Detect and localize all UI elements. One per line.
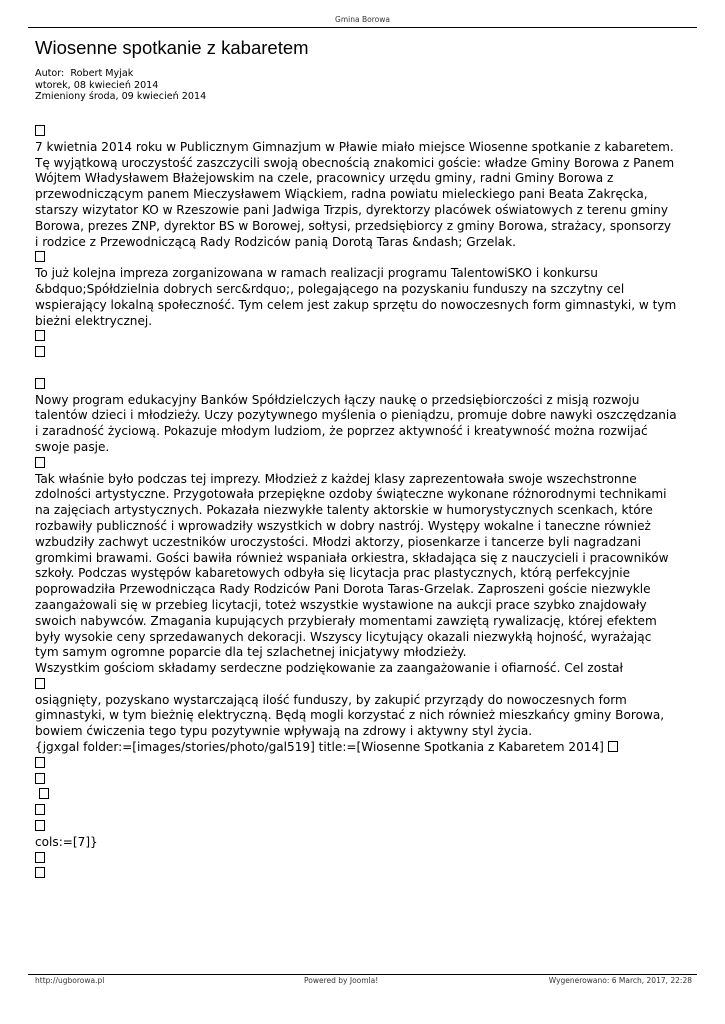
text-line: zaangażowali się w przebieg licytacji, toteż wszystkie wystawione na aukcji prace szybko znajdowały bbox=[35, 597, 647, 612]
placeholder-box bbox=[35, 803, 690, 819]
text-line: Nowy program edukacyjny Banków Spółdzielczych łączy naukę o przedsiębiorczości z misją rozwoju bbox=[35, 392, 640, 407]
text-line: szkoły. Podczas występów kabaretowych odbyła się licytacja prac plastycznych, którą perfekcyjnie bbox=[35, 566, 631, 581]
text-line: swoich nabywców. Zmagania kupujących przybierały momentami zawziętą rywalizację, której efektem bbox=[35, 613, 657, 628]
missing-image-icon bbox=[35, 852, 45, 863]
created-date: wtorek, 08 kwiecień 2014 bbox=[35, 79, 159, 91]
site-header: Gmina Borowa bbox=[335, 15, 390, 24]
placeholder-box bbox=[35, 124, 690, 140]
missing-image-icon bbox=[39, 788, 49, 799]
text-line: Wszystkim gościom składamy serdeczne podziękowanie za zaangażowanie i ofiarność. Cel został bbox=[35, 661, 623, 676]
missing-image-icon bbox=[35, 757, 45, 768]
text-line: bowiem ćwiczenia tego typu pozytywnie wpływają na zdrowy i aktywny styl życia. bbox=[35, 724, 533, 739]
missing-image-icon bbox=[35, 378, 45, 389]
placeholder-box bbox=[35, 787, 690, 803]
placeholder-box bbox=[35, 819, 690, 835]
missing-image-icon bbox=[35, 125, 45, 136]
text-line: i zaradność życiową. Pokazuje młodym ludziom, że poprzez aktywność i kreatywność można rozwijać bbox=[35, 424, 648, 439]
placeholder-box bbox=[35, 456, 690, 472]
missing-image-icon bbox=[35, 773, 45, 784]
text-line: gimnastyki, w tym bieżnię elektryczną. Będą mogli korzystać z nich również mieszkańcy gminy Borowa, bbox=[35, 708, 665, 723]
text-line: Tak właśnie było podczas tej imprezy. Młodzież z każdej klasy zaprezentowała swoje wszechstronne bbox=[35, 471, 637, 486]
placeholder-box bbox=[35, 866, 690, 882]
text-line: tym samym ogromne poparcie dla tej szlachetnej inicjatywy młodzieży. bbox=[35, 645, 467, 660]
text-line: na zajęciach artystycznych. Pokazała niezwykłe talenty aktorskie w humorystycznych scenkach, które bbox=[35, 503, 653, 518]
placeholder-box bbox=[35, 677, 690, 693]
text-line: 7 kwietnia 2014 roku w Publicznym Gimnazjum w Pławie miało miejsce Wiosenne spotkanie z kabaretem. bbox=[35, 139, 674, 154]
placeholder-box bbox=[35, 756, 690, 772]
blank-line bbox=[35, 361, 690, 377]
placeholder-box bbox=[35, 772, 690, 788]
footer-powered-by[interactable]: Powered by Joomla! bbox=[304, 976, 379, 985]
footer-generated-date: Wygenerowano: 6 March, 2017, 22:28 bbox=[548, 976, 692, 985]
text-line: zdolności artystyczne. Przygotowała przepiękne ozdoby świąteczne wykonane różnorodnymi technikami bbox=[35, 487, 667, 502]
header-divider bbox=[28, 27, 697, 28]
article-title: Wiosenne spotkanie z kabaretem bbox=[35, 37, 309, 58]
gallery-tag-line: cols:=[7]} bbox=[35, 834, 98, 849]
text-line: To już kolejna impreza zorganizowana w ramach realizacji programu TalentowiSKO i konkursu bbox=[35, 266, 598, 281]
text-line bbox=[35, 740, 690, 756]
text-line: przewodniczącym panem Mieczysławem Wiąckiem, radna powiatu mieleckiego pani Beata Zakręcka, bbox=[35, 187, 648, 202]
text-line: gromkimi brawami. Gości bawiła również wspaniała orkiestra, składająca się z nauczycieli i pracowników bbox=[35, 550, 669, 565]
text-line: wzbudziły zachwyt uczestników uroczystości. Młodzi aktorzy, piosenkarze i tancerze byli nagradzani bbox=[35, 534, 641, 549]
gallery-tag-line bbox=[35, 851, 690, 867]
article-body bbox=[35, 124, 690, 882]
text-line: swoje pasje. bbox=[35, 439, 110, 454]
text-line: starszy wizytator KO w Rzeszowie pani Jadwiga Trzpis, dyrektorzy placówek oświatowych z terenu gminy bbox=[35, 202, 669, 217]
text-fragment: {jgxgal folder:=[images/stories/photo/gal519] title:=[Wiosenne Spotkania z Kabaretem 2014] bbox=[35, 740, 604, 755]
missing-image-icon bbox=[35, 457, 45, 468]
text-line: &bdquo;Spółdzielnia dobrych serc&rdquo;, polegającego na pozyskaniu funduszy na szczytny cel bbox=[35, 281, 625, 296]
modified-date: Zmieniony środa, 09 kwiecień 2014 bbox=[35, 91, 207, 103]
article-meta bbox=[35, 68, 685, 103]
text-line: rozbawiły publiczność i wprowadziły wszystkich w dobry nastrój. Występy wokalne i taneczne również bbox=[35, 518, 651, 533]
text-line: Borowa, prezes ZNP, dyrektor BS w Borowej, sołtysi, przedsiębiorcy z gminy Borowa, strażacy, sponsorzy bbox=[35, 218, 672, 233]
text-line: były wysokie ceny sprzedawanych dekoracji. Wszyscy licytujący okazali niezwykłą hojność, wyrażając bbox=[35, 629, 652, 644]
missing-image-icon bbox=[35, 820, 45, 831]
author-line bbox=[35, 68, 685, 80]
missing-image-icon bbox=[35, 330, 45, 341]
placeholder-box bbox=[35, 377, 690, 393]
text-line: Tę wyjątkową uroczystość zaszczycili swoją obecnością znakomici goście: władze Gminy Borowa z Panem bbox=[35, 155, 675, 170]
missing-image-icon bbox=[35, 346, 45, 357]
text-line: talentów dzieci i młodzieży. Uczy pozytywnego myślenia o pieniądzu, promuje dobre nawyki oszczędzania bbox=[35, 408, 677, 423]
text-line: i rodzice z Przewodniczącą Rady Rodziców panią Dorotą Taras &ndash; Grzelak. bbox=[35, 234, 516, 249]
text-line: poprowadziła Przewodnicząca Rady Rodziców Pani Dorota Taras-Grzelak. Zaproszeni goście niezwykle bbox=[35, 582, 651, 597]
text-line: wspierający lokalną społeczność. Tym celem jest zakup sprzętu do nowoczesnych form gimnastyki, w tym bbox=[35, 297, 677, 312]
footer-divider bbox=[28, 974, 697, 975]
text-line: osiągnięty, pozyskano wystarczającą ilość funduszy, by zakupić przyrządy do nowoczesnych form bbox=[35, 692, 627, 707]
author-label: Autor: bbox=[35, 68, 65, 79]
missing-image-icon bbox=[35, 867, 45, 878]
placeholder-box bbox=[35, 345, 690, 361]
text-line: Wójtem Władysławem Błażejowskim na czele, pracownicy urzędu gminy, radni Gminy Borowa z bbox=[35, 171, 614, 186]
text-line: bieżni elektrycznej. bbox=[35, 313, 153, 328]
missing-image-icon bbox=[35, 678, 45, 689]
missing-image-icon bbox=[35, 804, 45, 815]
missing-image-icon bbox=[35, 251, 45, 262]
placeholder-box bbox=[35, 250, 690, 266]
placeholder-box bbox=[35, 329, 690, 345]
missing-image-icon bbox=[608, 741, 618, 752]
footer-url[interactable]: http://ugborowa.pl bbox=[35, 976, 105, 985]
author-name: Robert Myjak bbox=[70, 68, 134, 79]
